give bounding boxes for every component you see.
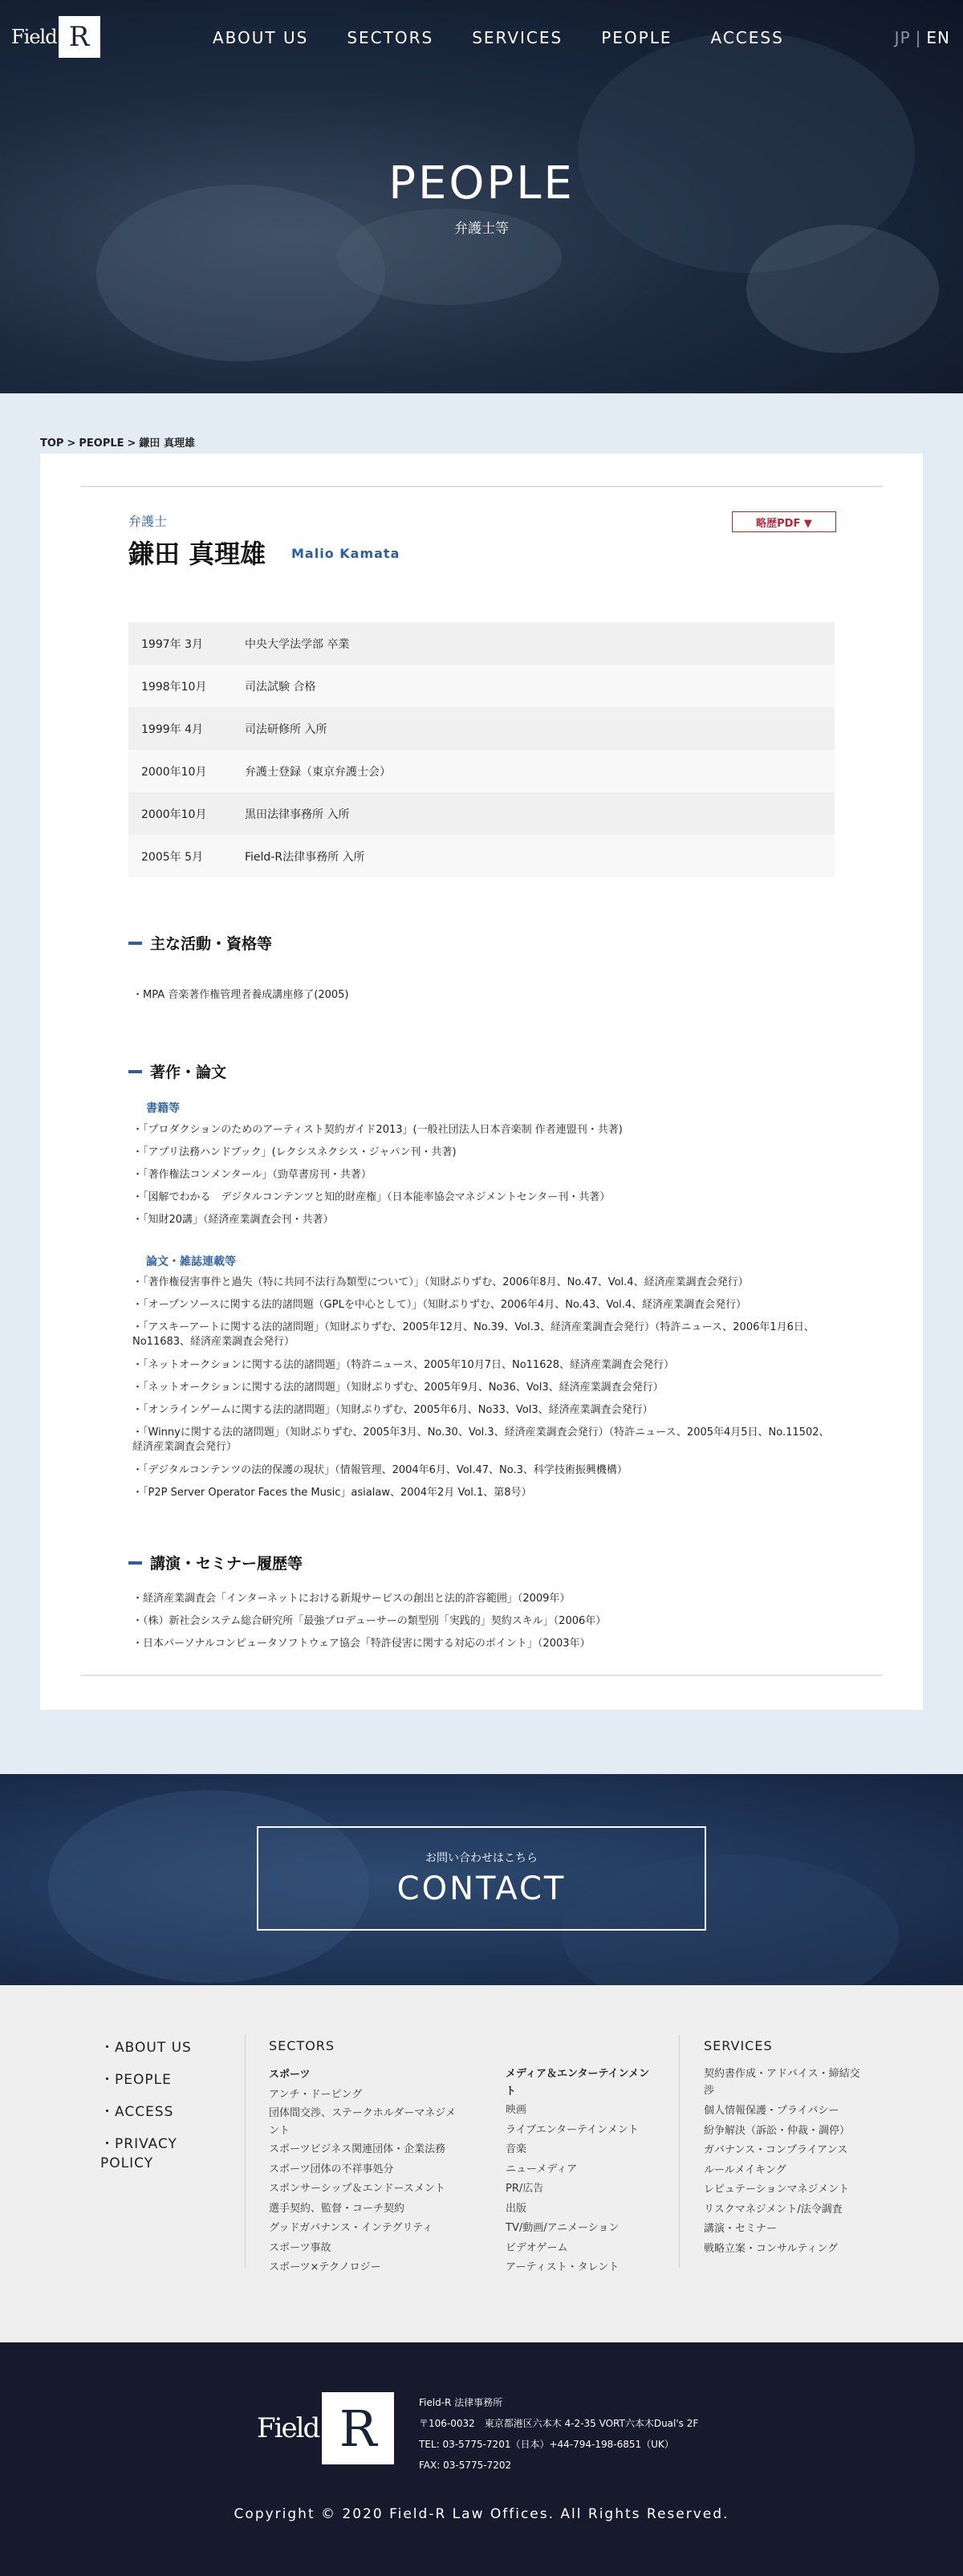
lang-separator: | — [915, 28, 922, 47]
footer-sector-link[interactable]: スポーツ×テクノロジー — [269, 2261, 381, 2273]
footer-sectors-heading[interactable]: SECTORS — [269, 2038, 335, 2053]
language-switcher — [895, 28, 950, 47]
footer-link-access[interactable]: ・ACCESS — [100, 2104, 174, 2120]
breadcrumb-separator: > — [67, 437, 76, 450]
nav-people[interactable]: PEOPLE — [601, 28, 672, 47]
lang-en[interactable]: EN — [926, 28, 950, 47]
page-subtitle: 弁護士等 — [454, 221, 509, 237]
contact-button[interactable] — [257, 1826, 706, 1931]
article-item: ・「P2P Server Operator Faces the Music」asialaw、2004年2月 Vol.1、第8号） — [132, 1487, 532, 1499]
history-date: 1997年 3月 — [141, 637, 203, 651]
footer-logo-text: Field — [257, 2412, 319, 2444]
breadcrumb — [40, 434, 198, 450]
profile-name: 鎌田 真理雄 — [128, 539, 266, 569]
footer-services-heading[interactable]: SERVICES — [704, 2038, 773, 2053]
history-row — [128, 665, 835, 707]
article-item: ・「ネットオークションに関する法的諸問題」（特許ニュース、2005年10月7日、No11628、経済産業調査会発行） — [132, 1359, 675, 1371]
footer-sector-link[interactable]: アンチ・ドーピング — [269, 2088, 363, 2101]
footer-sector-link[interactable]: スポーツビジネス関連団体・企業法務 — [269, 2143, 446, 2155]
hero-background-shape — [96, 185, 385, 361]
logo-text: Field — [11, 26, 57, 48]
breadcrumb-separator: > — [127, 437, 136, 450]
activities-heading — [128, 932, 272, 954]
footer-sports-heading[interactable]: スポーツ — [269, 2069, 311, 2081]
footer-sector-link[interactable]: PR/広告 — [506, 2183, 544, 2195]
footer-sector-link[interactable]: 団体間交渉、ステークホルダーマネジメント — [269, 2107, 456, 2137]
history-event: Field-R法律事務所 入所 — [245, 850, 365, 864]
office-info — [419, 2392, 698, 2476]
books-heading: 書籍等 — [146, 1102, 180, 1115]
logo-box: R — [59, 16, 100, 58]
article-item: ・「アスキーアートに関する法的諸問題」（知財ぷりずむ、2005年12月、No.39、Vol.3、経済産業調査会発行）（特許ニュース、2006年1月6日、No11683、経済産業調査会発行） — [132, 1321, 815, 1348]
office-name: Field-R 法律事務所 — [419, 2397, 503, 2408]
footer-service-link[interactable]: ルールメイキング — [704, 2163, 786, 2176]
footer-sector-link[interactable]: グッドガバナンス・インテグリティ — [269, 2222, 433, 2234]
history-row — [128, 792, 835, 835]
hero-background-shape — [746, 225, 939, 353]
footer-main-links — [100, 2038, 217, 2186]
footer-divider — [245, 2035, 246, 2268]
office-address: 〒106-0032 東京都港区六本木 4-2-35 VORT六本木Dual's 2F — [419, 2418, 699, 2429]
contact-section — [0, 1774, 963, 1985]
articles-heading: 論文・雑誌連載等 — [146, 1255, 236, 1268]
footer-logo-box: R — [322, 2392, 394, 2464]
footer-services-column — [704, 2065, 868, 2259]
heading-bar — [128, 1561, 142, 1565]
footer-sector-link[interactable]: 出版 — [506, 2202, 527, 2215]
history-date: 2000年10月 — [141, 808, 207, 821]
lectures-heading-text: 講演・セミナー履歴等 — [150, 1555, 303, 1573]
site-logo[interactable] — [11, 16, 100, 58]
divider — [80, 486, 883, 487]
footer-sector-link[interactable]: 音楽 — [506, 2143, 527, 2155]
divider — [80, 1675, 883, 1676]
nav-access[interactable]: ACCESS — [710, 28, 784, 47]
publications-heading — [128, 1060, 226, 1082]
contact-caption: お問い合わせはこちら — [425, 1852, 538, 1865]
history-event: 司法研修所 入所 — [245, 722, 327, 736]
article-item: ・「ネットオークションに関する法的諸問題」（知財ぷりずむ、2005年9月、No36、Vol3、経済産業調査会発行） — [132, 1382, 664, 1394]
footer-service-link[interactable]: リスクマネジメント/法令調査 — [704, 2203, 843, 2216]
footer-sports-column — [269, 2065, 469, 2278]
footer-divider — [679, 2035, 680, 2268]
footer-sector-link[interactable]: スポーツ団体の不祥事処分 — [269, 2163, 394, 2175]
article-item: ・「オープンソースに関する法的諸問題（GPLを中心として）」（知財ぷりずむ、2006年4月、No.43、Vol.4、経済産業調査会発行） — [132, 1299, 747, 1311]
footer-service-link[interactable]: ガバナンス・コンプライアンス — [704, 2144, 848, 2156]
history-row — [128, 707, 835, 750]
breadcrumb-top[interactable]: TOP — [40, 437, 64, 450]
footer-sector-link[interactable]: ビデオゲーム — [506, 2241, 568, 2254]
footer-logo[interactable] — [257, 2392, 394, 2464]
history-row — [128, 835, 835, 877]
activity-item: ・MPA 音楽著作権管理者養成講座修了(2005) — [132, 989, 349, 1001]
profile-role: 弁護士 — [128, 514, 168, 529]
nav-about-us[interactable]: ABOUT US — [213, 28, 309, 47]
page-title: PEOPLE — [388, 157, 575, 210]
breadcrumb-current: 鎌田 真理雄 — [139, 437, 195, 450]
history-date: 1999年 4月 — [141, 722, 203, 736]
footer-service-link[interactable]: 個人情報保護・プライバシー — [704, 2105, 839, 2117]
book-item: ・「著作権法コンメンタール」（勁草書房刊・共著） — [132, 1169, 372, 1181]
footer-service-link[interactable]: レピュテーションマネジメント — [704, 2183, 850, 2196]
footer-sector-link[interactable]: ニューメディア — [506, 2163, 578, 2175]
history-date: 1998年10月 — [141, 680, 207, 694]
article-item: ・「著作権侵害事件と過失（特に共同不法行為類型について）」（知財ぷりずむ、2006年8月、No.47、Vol.4、経済産業調査会発行） — [132, 1276, 749, 1288]
heading-bar — [128, 942, 142, 945]
history-event: 弁護士登録（東京弁護士会） — [245, 765, 391, 779]
contact-label: CONTACT — [396, 1870, 567, 1907]
hero-banner — [0, 0, 963, 393]
book-item: ・「図解でわかる デジタルコンテンツと知的財産権」（日本能率協会マネジメントセンター刊・共著） — [132, 1191, 611, 1203]
footer-nav — [0, 1985, 963, 2342]
heading-bar — [128, 1070, 142, 1073]
history-event: 黒田法律事務所 入所 — [245, 808, 350, 821]
lectures-heading — [128, 1552, 303, 1573]
footer-sector-link[interactable]: 映画 — [506, 2104, 527, 2116]
footer-sector-link[interactable]: 選手契約、監督・コーチ契約 — [269, 2202, 405, 2215]
history-event: 中央大学法学部 卒業 — [245, 637, 350, 651]
publications-heading-text: 著作・論文 — [150, 1064, 227, 1081]
site-footer — [0, 2342, 963, 2576]
book-item: ・「プロダクションのためのアーティスト契約ガイド2013」(一般社団法人日本音楽制 作者連盟刊・共著) — [132, 1124, 623, 1136]
footer-link-privacy-policy[interactable]: ・PRIVACY POLICY — [100, 2136, 177, 2171]
copyright: Copyright © 2020 Field-R Law Offices. All Rights Reserved. — [234, 2506, 729, 2522]
history-event: 司法試験 合格 — [245, 680, 316, 694]
lecture-item: ・日本パーソナルコンピュータソフトウェア協会「特許侵害に関する対応のポイント」（2003年） — [132, 1638, 591, 1650]
history-row — [128, 622, 835, 665]
footer-sector-link[interactable]: TV/動画/アニメーション — [506, 2222, 620, 2234]
biography-pdf-button[interactable]: 略歴PDF ▼ — [732, 511, 836, 532]
footer-link-about-us[interactable]: ・ABOUT US — [100, 2040, 192, 2056]
article-item: ・「Winnyに関する法的諸問題」（知財ぷりずむ、2005年3月、No.30、Vol.3、経済産業調査会発行）（特許ニュース、2005年4月5日、No.11502、経済産業調査会発行） — [132, 1426, 830, 1453]
footer-sector-link[interactable]: スポンサーシップ＆エンドースメント — [269, 2183, 445, 2195]
footer-service-link[interactable]: 講演・セミナー — [704, 2223, 778, 2235]
footer-media-column — [506, 2065, 650, 2278]
main-nav — [213, 28, 823, 47]
article-item: ・「オンラインゲームに関する法的諸問題」（知財ぷりずむ、2005年6月、No33、Vol3、経済産業調査会発行） — [132, 1404, 653, 1416]
nav-sectors[interactable]: SECTORS — [347, 28, 434, 47]
footer-sector-link[interactable]: スポーツ事故 — [269, 2241, 331, 2254]
office-fax: FAX: 03-5775-7202 — [419, 2460, 512, 2471]
footer-service-link[interactable]: 紛争解決（訴訟・仲裁・調停） — [704, 2124, 851, 2137]
lecture-item: ・（株）新社会システム総合研究所「最強プロデューサーの類型別「実践的」契約スキル」（2006年） — [132, 1615, 607, 1627]
activities-heading-text: 主な活動・資格等 — [150, 935, 273, 953]
nav-services[interactable]: SERVICES — [472, 28, 563, 47]
history-date: 2005年 5月 — [141, 850, 203, 864]
lang-jp[interactable]: JP — [894, 28, 911, 47]
history-row — [128, 750, 835, 792]
article-item: ・「デジタルコンテンツの法的保護の現状」（情報管理、2004年6月、Vol.47、No.3、科学技術振興機構） — [132, 1464, 628, 1476]
footer-media-heading[interactable]: メディア＆エンターテインメント — [506, 2068, 650, 2098]
footer-service-link[interactable]: 戦略立案・コンサルティング — [704, 2242, 839, 2255]
office-tel: TEL: 03-5775-7201（日本）+44-794-198-6851（UK） — [419, 2439, 674, 2450]
footer-link-people[interactable]: ・PEOPLE — [100, 2072, 172, 2088]
footer-sector-link[interactable]: アーティスト・タレント — [506, 2261, 620, 2273]
breadcrumb-people[interactable]: PEOPLE — [79, 437, 124, 450]
book-item: ・「アプリ法務ハンドブック」(レクシスネクシス・ジャパン刊・共著) — [132, 1146, 457, 1158]
profile-name-en: Malio Kamata — [291, 546, 400, 561]
history-table — [128, 622, 835, 877]
footer-sector-link[interactable]: ライブエンターテインメント — [506, 2123, 639, 2136]
lecture-item: ・経済産業調査会「インターネットにおける新規サービスの創出と法的許容範囲」（2009年） — [132, 1593, 571, 1605]
profile-card — [40, 454, 923, 1710]
history-date: 2000年10月 — [141, 765, 207, 779]
footer-service-link[interactable]: 契約書作成・アドバイス・締結交渉 — [704, 2068, 860, 2097]
book-item: ・「知財20講」（経済産業調査会刊・共著） — [132, 1214, 334, 1226]
